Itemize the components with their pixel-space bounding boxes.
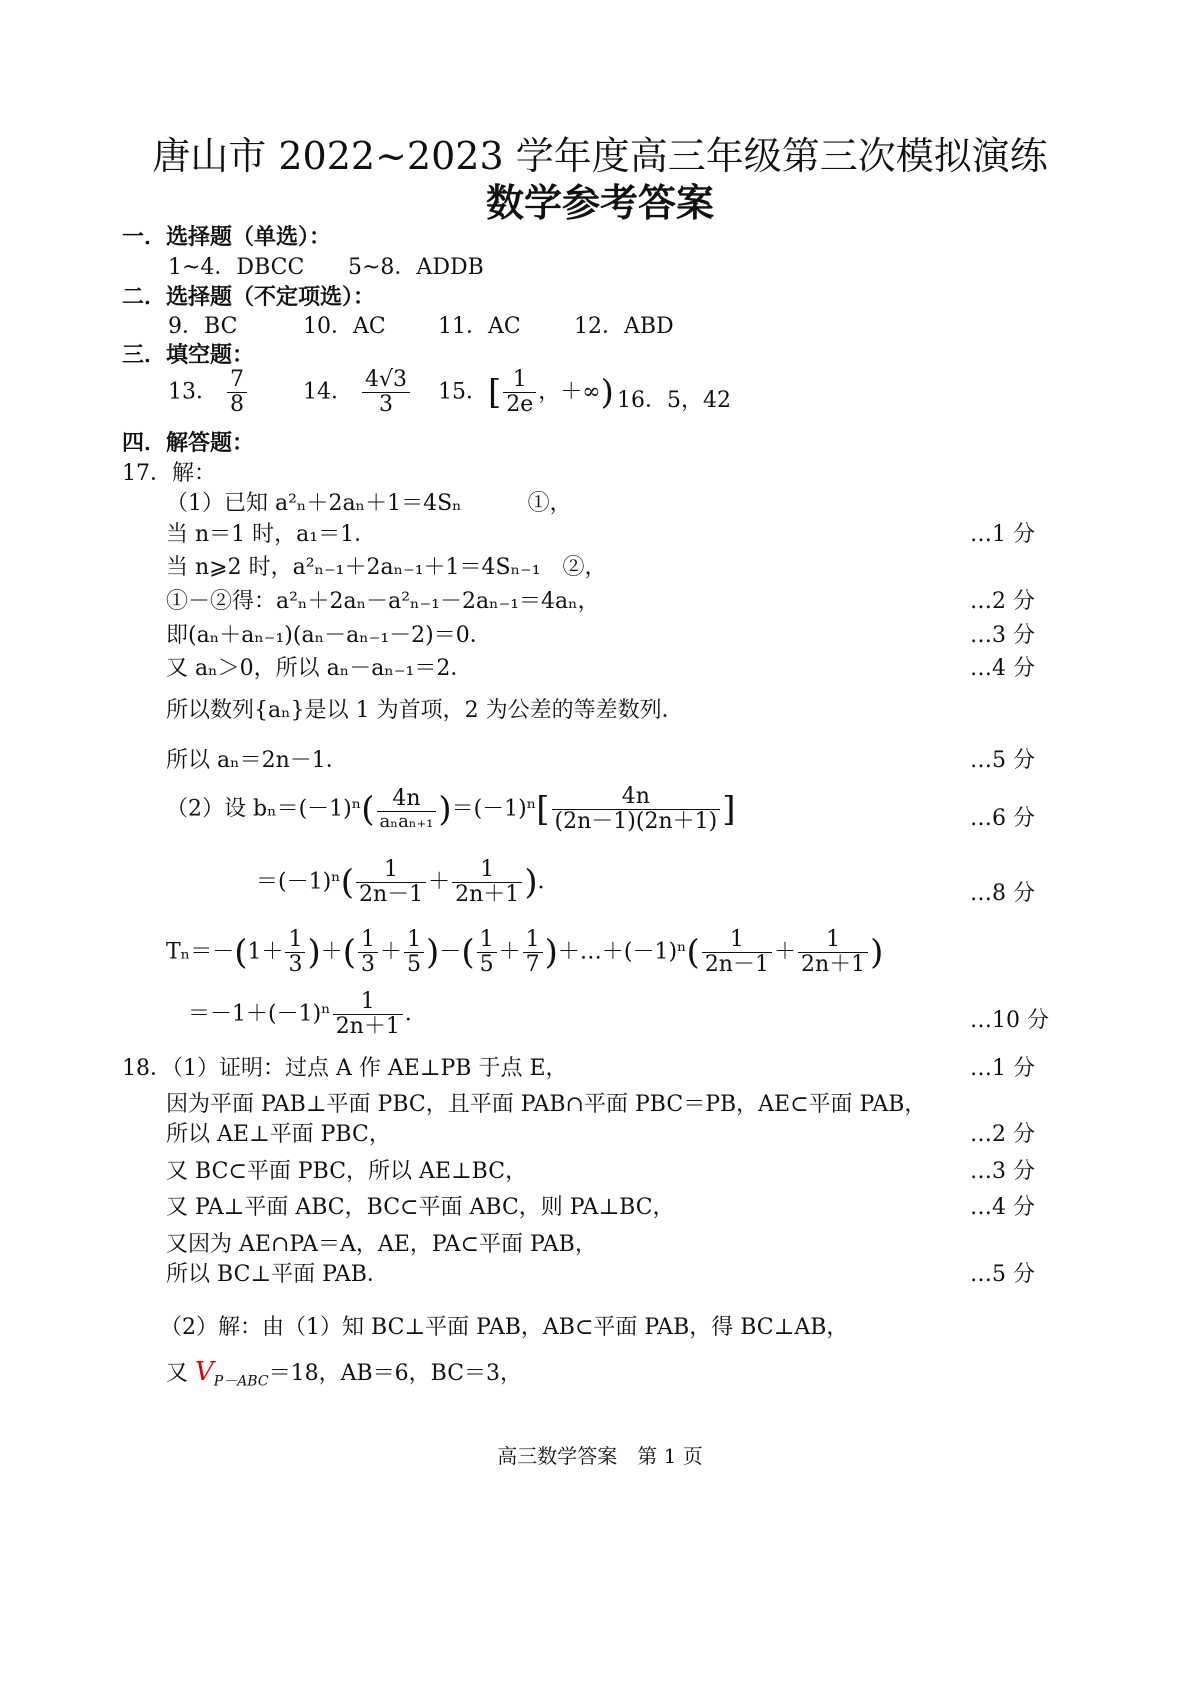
p18-line: 又因为 AE∩PA＝A，AE，PA⊂平面 PAB， xyxy=(166,1232,597,1257)
p18-line: 18．（1）证明：过点 A 作 AE⊥PB 于点 E， xyxy=(122,1056,568,1081)
q13-fraction: $\frac{7}{8}$ xyxy=(227,368,247,417)
answer-1-4: 1~4．DBCC xyxy=(168,255,305,280)
fraction: $\frac{1}{5}$ xyxy=(404,928,424,977)
section-fill-blank: 三．填空题： xyxy=(122,343,255,368)
score-mark: …1 分 xyxy=(970,522,1035,547)
fraction: $\frac{1}{3}$ xyxy=(358,928,378,977)
p18-line: 因为平面 PAB⊥平面 PBC，且平面 PAB∩平面 PBC＝PB，AE⊂平面 PAB， xyxy=(166,1092,927,1117)
score-mark: …5 分 xyxy=(970,1262,1035,1287)
fraction: $\frac{1}{5}$ xyxy=(477,928,497,977)
answer-12: 12．ABD xyxy=(574,314,674,339)
fraction: $\frac{1}{2n-1}$ xyxy=(356,858,426,907)
score-mark: …10 分 xyxy=(970,1008,1049,1033)
section-solutions: 四．解答题： xyxy=(122,431,255,456)
section-choice-multi: 二．选择题（不定项选）： xyxy=(122,285,376,310)
p17-bn-split: ＝(－1)ⁿ( $\frac{1}{2n-1}$ ＋ $\frac{1}{2n+1}$ )． xyxy=(256,857,560,908)
p17-line: 所以数列{aₙ}是以 1 为首项，2 为公差的等差数列． xyxy=(166,698,684,723)
page-title: 唐山市 2022~2023 学年度高三年级第三次模拟演练 xyxy=(152,134,1048,178)
q13-label: 13． xyxy=(168,379,218,405)
score-mark: …4 分 xyxy=(970,1195,1035,1220)
answer-16: 16．5，42 xyxy=(617,388,731,413)
p17-bn-formula: （2）设 bₙ＝(－1)ⁿ( $\frac{4n}{\text{aₙaₙ₊₁}}$ )＝(－1)ⁿ[ $\frac{4n}{(2n-1)(2n+1)}$ ] xyxy=(166,784,736,835)
p17-tn-result: ＝－1＋(－1)ⁿ $\frac{1}{2n+1}$ ． xyxy=(188,989,427,1040)
answer-15: 15．[ $\frac{1}{2e}$ ，＋∞) xyxy=(438,367,614,418)
fraction: $\frac{1}{2n+1}$ xyxy=(333,990,403,1039)
score-mark: …2 分 xyxy=(970,1122,1035,1147)
p18-line: 又 PA⊥平面 ABC，BC⊂平面 ABC，则 PA⊥BC， xyxy=(166,1195,675,1220)
fraction: $\frac{1}{2n-1}$ xyxy=(702,928,772,977)
p17-line: 又 aₙ＞0，所以 aₙ－aₙ₋₁＝2． xyxy=(166,656,473,681)
section-choice-single: 一．选择题（单选）： xyxy=(122,225,332,250)
score-mark: …5 分 xyxy=(970,748,1035,773)
p18-line: 所以 AE⊥平面 PBC， xyxy=(166,1122,391,1147)
fraction: $\frac{4n}{\text{aₙaₙ₊₁}}$ xyxy=(377,787,437,832)
score-mark: …6 分 xyxy=(970,806,1035,831)
p17-line: 当 n⩾2 时，a²ₙ₋₁＋2aₙ₋₁＋1＝4Sₙ₋₁ ②， xyxy=(166,555,607,580)
p17-line: ①－②得：a²ₙ＋2aₙ－a²ₙ₋₁－2aₙ₋₁＝4aₙ， xyxy=(166,589,600,614)
p17-line: 当 n＝1 时，a₁＝1． xyxy=(166,522,377,547)
page-footer: 高三数学答案 第 1 页 xyxy=(497,1444,703,1468)
p17-line: 即(aₙ＋aₙ₋₁)(aₙ－aₙ₋₁－2)＝0． xyxy=(166,623,492,648)
fraction: $\frac{1}{7}$ xyxy=(523,928,543,977)
page-subtitle: 数学参考答案 xyxy=(485,181,714,225)
p17-line: （1）已知 a²ₙ＋2aₙ＋1＝4Sₙ ①， xyxy=(166,491,572,516)
score-mark: …4 分 xyxy=(970,656,1035,681)
score-mark: …3 分 xyxy=(970,1159,1035,1184)
answer-9: 9．BC xyxy=(168,314,238,339)
fraction: $\frac{4n}{(2n-1)(2n+1)}$ xyxy=(552,785,721,834)
volume-symbol: V xyxy=(195,1357,214,1387)
answer-10: 10．AC xyxy=(303,314,386,339)
p18-line: （2）解：由（1）知 BC⊥平面 PAB，AB⊂平面 PAB，得 BC⊥AB， xyxy=(160,1315,849,1340)
q14-fraction: $\frac{4√3}{3}$ xyxy=(362,368,410,417)
q15-label: 15． xyxy=(438,379,488,405)
p18-volume-line: 又 $V_{P-ABC}=18$，AB＝6，BC＝3， xyxy=(166,1357,523,1390)
answer-5-8: 5~8．ADDB xyxy=(348,255,484,280)
fraction: $\frac{1}{3}$ xyxy=(285,928,305,977)
p17-line: 所以 aₙ＝2n－1． xyxy=(166,748,348,773)
p18-line: 所以 BC⊥平面 PAB． xyxy=(166,1262,389,1287)
score-mark: …1 分 xyxy=(970,1056,1035,1081)
answer-11: 11．AC xyxy=(438,314,521,339)
answer-13 xyxy=(168,368,249,417)
answer-14 xyxy=(303,368,412,417)
p17-heading: 17．解： xyxy=(122,461,216,486)
score-mark: …3 分 xyxy=(970,623,1035,648)
fraction: $\frac{1}{2n+1}$ xyxy=(452,858,522,907)
p17-tn-sum: Tₙ＝－(1＋ $\frac{1}{3}$ )＋( $\frac{1}{3}$ ＋ $\frac{1}{5}$ )－( $\frac{1}{5}$ ＋ $\frac{1}{7}$ )＋…＋(－1)ⁿ( $\frac{1}{2n-1}$ ＋ $\frac{1}{2n+1}$ ) xyxy=(166,927,884,978)
score-mark: …8 分 xyxy=(970,881,1035,906)
p18-line: 又 BC⊂平面 PBC，所以 AE⊥BC， xyxy=(166,1159,528,1184)
fraction: $\frac{1}{2n+1}$ xyxy=(798,928,868,977)
q15-fraction: $\frac{1}{2e}$ xyxy=(503,368,536,417)
q14-label: 14． xyxy=(303,379,353,405)
score-mark: …2 分 xyxy=(970,589,1035,614)
